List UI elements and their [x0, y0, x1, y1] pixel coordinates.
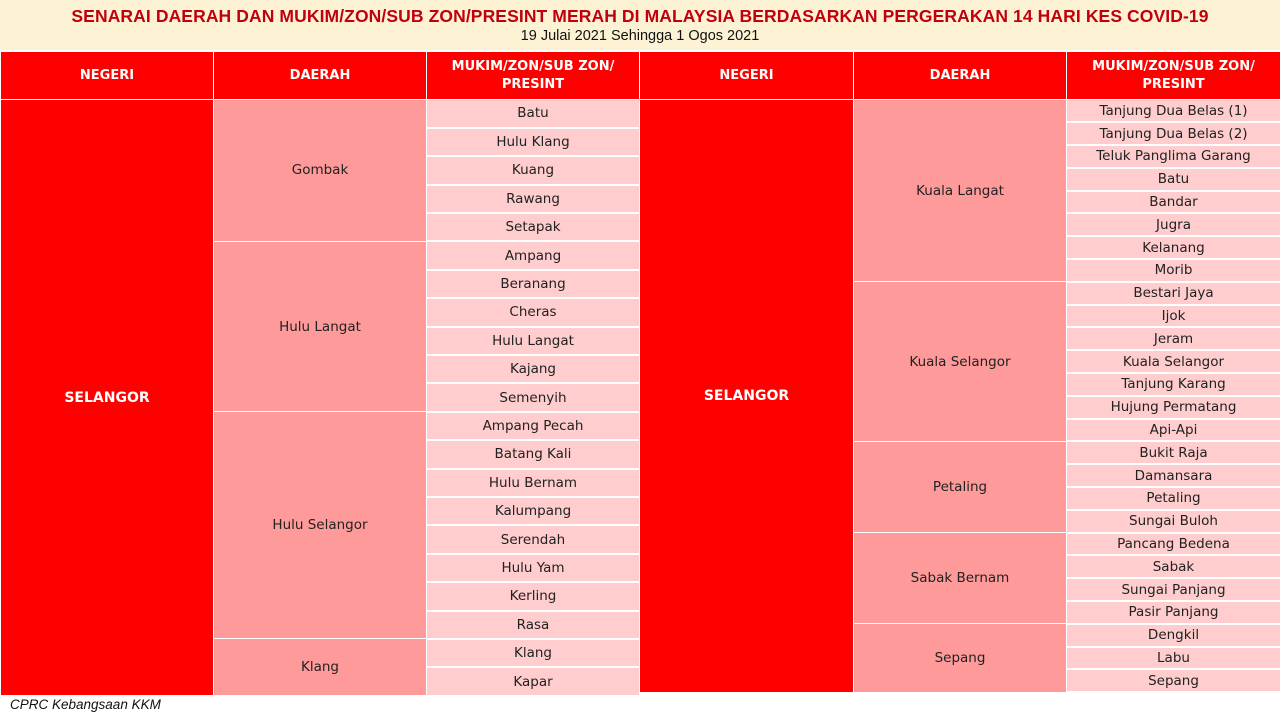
column-header-daerah: DAERAH	[214, 52, 427, 100]
mukim-cell: Ampang	[427, 241, 640, 269]
mukim-cell: Hulu Langat	[427, 327, 640, 355]
mukim-cell: Jugra	[1067, 213, 1280, 236]
mukim-cell: Tanjung Dua Belas (1)	[1067, 100, 1280, 123]
mukim-cell: Hulu Yam	[427, 554, 640, 582]
mukim-cell: Kalumpang	[427, 497, 640, 525]
date-range: 19 Julai 2021 Sehingga 1 Ogos 2021	[520, 28, 760, 44]
mukim-cell: Ampang Pecah	[427, 412, 640, 440]
mukim-cell: Kerling	[427, 582, 640, 610]
mukim-cell: Api-Api	[1067, 419, 1280, 442]
mukim-cell: Sungai Panjang	[1067, 578, 1280, 601]
mukim-cell: Jeram	[1067, 327, 1280, 350]
mukim-cell: Hulu Klang	[427, 128, 640, 156]
mukim-cell: Semenyih	[427, 383, 640, 411]
negeri-cell: SELANGOR	[1, 100, 214, 696]
negeri-cell: SELANGOR	[640, 100, 854, 693]
daerah-cell: Hulu Selangor	[214, 412, 427, 639]
daerah-cell: Klang	[214, 639, 427, 696]
mukim-cell: Rawang	[427, 185, 640, 213]
red-zone-table-left	[0, 51, 640, 697]
daerah-cell: Sabak Bernam	[854, 533, 1067, 624]
mukim-cell: Kuang	[427, 156, 640, 184]
mukim-cell: Hulu Bernam	[427, 469, 640, 497]
mukim-cell: Tanjung Dua Belas (2)	[1067, 122, 1280, 145]
daerah-cell: Hulu Langat	[214, 241, 427, 411]
mukim-cell: Bestari Jaya	[1067, 282, 1280, 305]
table-header-row	[640, 52, 1280, 100]
mukim-cell: Petaling	[1067, 487, 1280, 510]
mukim-cell: Cheras	[427, 298, 640, 326]
mukim-cell: Sepang	[1067, 669, 1280, 692]
mukim-cell: Setapak	[427, 213, 640, 241]
mukim-cell: Rasa	[427, 611, 640, 639]
daerah-cell: Kuala Langat	[854, 100, 1067, 282]
page-title: SENARAI DAERAH DAN MUKIM/ZON/SUB ZON/PRESINT MERAH DI MALAYSIA BERDASARKAN PERGERAKAN 14 HARI KES COVID-19	[71, 6, 1209, 26]
mukim-cell: Pasir Panjang	[1067, 601, 1280, 624]
mukim-cell: Tanjung Karang	[1067, 373, 1280, 396]
daerah-cell: Sepang	[854, 624, 1067, 692]
daerah-cell: Petaling	[854, 441, 1067, 532]
mukim-cell: Kapar	[427, 667, 640, 695]
mukim-cell: Bukit Raja	[1067, 441, 1280, 464]
column-header-negeri: NEGERI	[640, 52, 854, 100]
mukim-cell: Pancang Bedena	[1067, 533, 1280, 556]
mukim-cell: Damansara	[1067, 464, 1280, 487]
mukim-cell: Dengkil	[1067, 624, 1280, 647]
column-header-negeri: NEGERI	[1, 52, 214, 100]
mukim-cell: Kajang	[427, 355, 640, 383]
mukim-cell: Ijok	[1067, 305, 1280, 328]
mukim-cell: Batu	[1067, 168, 1280, 191]
column-header-daerah: DAERAH	[854, 52, 1067, 100]
mukim-cell: Kelanang	[1067, 236, 1280, 259]
table-header-row	[1, 52, 640, 100]
mukim-cell: Kuala Selangor	[1067, 350, 1280, 373]
mukim-cell: Serendah	[427, 525, 640, 553]
mukim-cell: Batang Kali	[427, 440, 640, 468]
column-header-mukim: MUKIM/ZON/SUB ZON/ PRESINT	[1067, 52, 1280, 100]
mukim-cell: Labu	[1067, 647, 1280, 670]
mukim-cell: Sungai Buloh	[1067, 510, 1280, 533]
mukim-cell: Hujung Permatang	[1067, 396, 1280, 419]
daerah-cell: Gombak	[214, 100, 427, 242]
mukim-cell: Morib	[1067, 259, 1280, 282]
mukim-cell: Batu	[427, 100, 640, 128]
daerah-cell: Kuala Selangor	[854, 282, 1067, 442]
source-credit: CPRC Kebangsaan KKM	[10, 697, 161, 712]
mukim-cell: Klang	[427, 639, 640, 667]
mukim-cell: Beranang	[427, 270, 640, 298]
title-banner	[0, 0, 1280, 50]
table-row	[640, 100, 1280, 123]
mukim-cell: Teluk Panglima Garang	[1067, 145, 1280, 168]
mukim-cell: Sabak	[1067, 555, 1280, 578]
table-row	[1, 100, 640, 128]
red-zone-table-right	[639, 51, 1280, 693]
column-header-mukim: MUKIM/ZON/SUB ZON/ PRESINT	[427, 52, 640, 100]
mukim-cell: Bandar	[1067, 191, 1280, 214]
